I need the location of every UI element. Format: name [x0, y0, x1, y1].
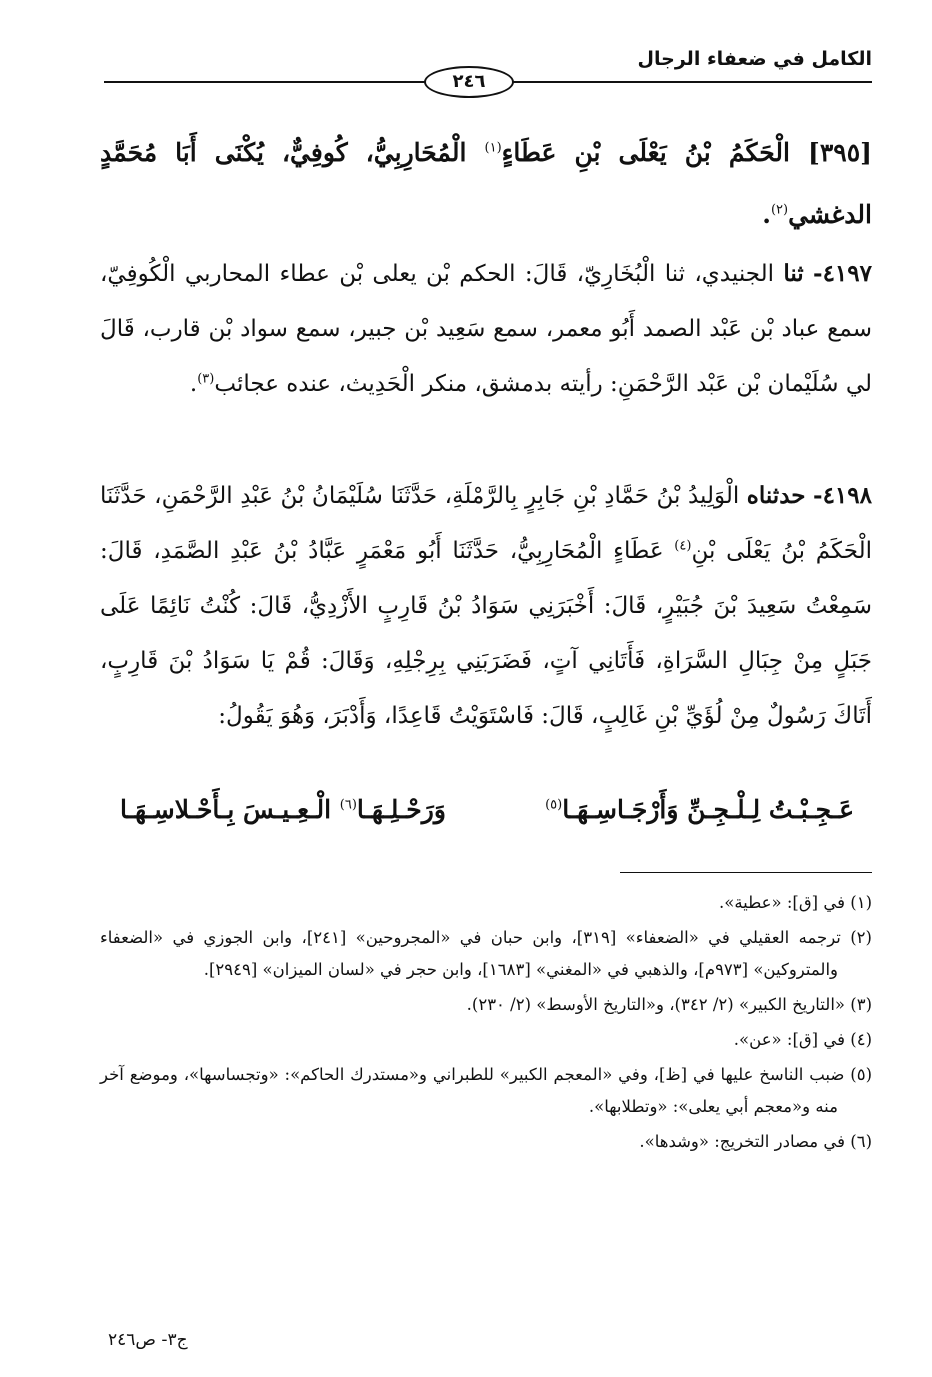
hemistich-2-text: وَرَحْـلِـهَـا — [356, 795, 446, 824]
footnote-ref-1: (١) — [484, 140, 502, 156]
footnote-separator — [620, 872, 872, 873]
hadith-number: ٤١٩٧- — [813, 260, 872, 287]
paragraph-text: الجنيدي، ثنا الْبُخَارِيّ، قَالَ: الحكم بْن يعلى بْن عطاء المحاربي الْكُوفِيّ، سمع عباد بْن عَبْد الصمد أَبُو معمر، سمع سَعِيد بْن جبير، سمع سواد بْن قارب، قَالَ لي سُلَيْمان بْن عَبْد الرَّحْمَنِ: رأيته بدمشق، منكر الْحَدِيث، عنده عجائب — [100, 261, 872, 397]
footnote-4: (٤) في [ق]: «عن». — [733, 1030, 872, 1049]
book-title: الكامل في ضعفاء الرجال — [637, 48, 872, 70]
verse-first-hemistich — [545, 795, 854, 824]
narration-keyword: حدثناه — [746, 482, 806, 509]
page-number-badge: ٢٤٦ — [424, 66, 514, 98]
hadith-paragraph-4197 — [100, 246, 872, 412]
footnote-2: (٢) ترجمه العقيلي في «الضعفاء» [٣١٩]، وابن حبان في «المجروحين» [٢٤١]، وابن الجوزي في «الضعفاء والمتروكين» [٩٧٣م]، والذهبي في «المغني» [١٦٨٣]، وابن حجر في «لسان الميزان» [٢٩٤٩]. — [100, 928, 872, 979]
running-header — [104, 40, 872, 90]
entry-heading — [100, 122, 872, 246]
entry-heading-rest: الْمُحَارِبِيُّ، كُوفِيٌّ، يُكْنَى أَبَا مُحَمَّدٍ الدغشي — [100, 138, 872, 229]
footnote-ref-2: (٢) — [770, 202, 789, 218]
footnote-ref-5: (٥) — [545, 797, 563, 813]
paragraph-text-a: الْوَلِيدُ بْنُ حَمَّادِ بْنِ جَابِرٍ بِالرَّمْلَةِ، حَدَّثَنَا سُلَيْمَانُ بْنُ عَبْدِ الرَّحْمَنِ، حَدَّثَنَا الْحَكَمُ بْنُ يَعْلَى بْنِ — [100, 483, 872, 564]
entry-heading-text: [٣٩٥] الْحَكَمُ بْنُ يَعْلَى بْنِ عَطَاءٍ — [501, 138, 873, 167]
hadith-paragraph-4198 — [100, 468, 872, 744]
volume-page-reference: ج٣- ص٢٤٦ — [108, 1330, 188, 1350]
footnote-3: (٣) «التاريخ الكبير» (٢/ ٣٤٢)، و«التاريخ الأوسط» (٢/ ٢٣٠). — [466, 995, 872, 1014]
hemistich-2-rest: الْـعِـيـسَ بِـأَحْـلاسِـهَـا — [120, 795, 340, 824]
footnote-1: (١) في [ق]: «عطية». — [718, 893, 872, 912]
footnote-ref-6: (٦) — [339, 797, 357, 813]
hadith-number: ٤١٩٨- — [813, 482, 872, 509]
footnotes — [100, 887, 872, 1161]
paragraph-end: . — [189, 371, 198, 397]
poetry-verse — [120, 795, 872, 845]
footnote-ref-4: (٤) — [674, 538, 692, 554]
narration-keyword: ثنا — [783, 260, 804, 287]
paragraph-text-b: عَطَاءٍ الْمُحَارِبِيُّ، حَدَّثَنَا أَبُو مَعْمَرٍ عَبَّادُ بْنُ عَبْدِ الصَّمَدِ، قَالَ: سَمِعْتُ سَعِيدَ بْنَ جُبَيْرٍ، قَالَ: أَخْبَرَنِي سَوَادُ بْنُ قَارِبٍ الأَزْدِيُّ، قَالَ: كُنْتُ نَائِمًا عَلَى جَبَلٍ مِنْ جِبَالِ السَّرَاةِ، فَأَتَانِي آتٍ، فَضَرَبَنِي بِرِجْلِهِ، وَقَالَ: قُمْ يَا سَوَادُ بْنَ قَارِبٍ، أَتَاكَ رَسُولٌ مِنْ لُؤَيِّ بْنِ غَالِبٍ، قَالَ: فَاسْتَوَيْتُ قَاعِدًا، وَأَدْبَرَ، وَهُوَ يَقُولُ: — [100, 538, 872, 729]
hemistich-1-text: عَـجِـبْـتُ لِـلْـجِـنِّ وَأَرْجَـاسِـهَـا — [562, 795, 854, 824]
footnote-5: (٥) ضبب الناسخ عليها في [ظ]، وفي «المعجم الكبير» للطبراني و«مستدرك الحاكم»: «وتجساسها»، وموضع آخر منه و«معجم أبي يعلى»: «وتطلابها». — [100, 1065, 872, 1116]
footnote-6: (٦) في مصادر التخريج: «وشدها». — [639, 1132, 872, 1151]
footnote-ref-3: (٣) — [197, 371, 215, 387]
entry-heading-end: . — [762, 200, 771, 229]
verse-second-hemistich — [120, 795, 446, 824]
